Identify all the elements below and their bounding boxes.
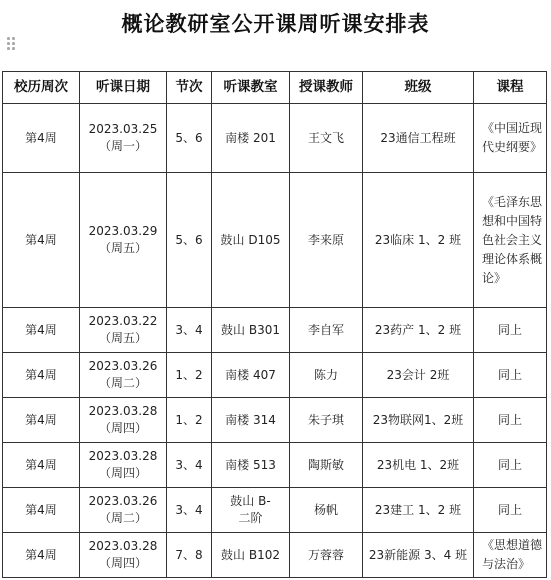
cell-date: 2023.03.25 （周一） [80,104,167,173]
cell-period: 7、8 [167,533,212,578]
table-row [3,353,547,398]
cell-period: 1、2 [167,398,212,443]
table-row [3,533,547,578]
table-row [3,488,547,533]
cell-teacher: 李自军 [290,308,363,353]
cell-period: 1、2 [167,353,212,398]
cell-room: 南楼 314 [212,398,290,443]
table-row [3,173,547,308]
table-row [3,443,547,488]
cell-week: 第4周 [3,443,80,488]
cell-period: 5、6 [167,104,212,173]
cell-week: 第4周 [3,398,80,443]
cell-room: 鼓山 B301 [212,308,290,353]
cell-week: 第4周 [3,488,80,533]
table-row [3,104,547,173]
cell-room: 南楼 201 [212,104,290,173]
cell-class: 23机电 1、2班 [363,443,474,488]
schedule-table [2,71,547,578]
cell-week: 第4周 [3,533,80,578]
table-row [3,308,547,353]
document-title: 概论教研室公开课周听课安排表 [121,11,430,36]
cell-date: 2023.03.28 （周四） [80,443,167,488]
cell-week: 第4周 [3,308,80,353]
cell-teacher: 万蓉蓉 [290,533,363,578]
cell-period: 5、6 [167,173,212,308]
cell-date: 2023.03.26 （周二） [80,353,167,398]
cell-room: 鼓山 B102 [212,533,290,578]
cell-teacher: 杨帆 [290,488,363,533]
cell-teacher: 陈力 [290,353,363,398]
cell-course: 同上 [474,353,547,398]
cell-week: 第4周 [3,353,80,398]
cell-date: 2023.03.26 （周二） [80,488,167,533]
cell-class: 23新能源 3、4 班 [363,533,474,578]
header-course: 课程 [474,72,547,104]
cell-teacher: 王文飞 [290,104,363,173]
cell-teacher: 朱子琪 [290,398,363,443]
cell-room: 鼓山 D105 [212,173,290,308]
cell-teacher: 李来原 [290,173,363,308]
cell-class: 23会计 2班 [363,353,474,398]
cell-period: 3、4 [167,308,212,353]
cell-course: 同上 [474,488,547,533]
cell-course: 《中国近现代史纲要》 [474,104,547,173]
cell-week: 第4周 [3,104,80,173]
header-week: 校历周次 [3,72,80,104]
cell-date: 2023.03.28 （周四） [80,533,167,578]
cell-teacher: 陶斯敏 [290,443,363,488]
table-drag-handle-icon[interactable] [7,37,17,53]
cell-course: 《思想道德与法治》 [474,533,547,578]
cell-course: 同上 [474,308,547,353]
cell-class: 23建工 1、2 班 [363,488,474,533]
cell-class: 23通信工程班 [363,104,474,173]
cell-period: 3、4 [167,443,212,488]
header-teacher: 授课教师 [290,72,363,104]
cell-date: 2023.03.28 （周四） [80,398,167,443]
cell-room: 鼓山 B-二阶 [212,488,290,533]
cell-room: 南楼 407 [212,353,290,398]
cell-class: 23临床 1、2 班 [363,173,474,308]
header-period: 节次 [167,72,212,104]
cell-date: 2023.03.29 （周五） [80,173,167,308]
cell-course: 同上 [474,443,547,488]
table-header-row [3,72,547,104]
cell-course: 同上 [474,398,547,443]
table-row [3,398,547,443]
cell-room: 南楼 513 [212,443,290,488]
cell-course: 《毛泽东思想和中国特色社会主义理论体系概论》 [474,173,547,308]
cell-date: 2023.03.22 （周五） [80,308,167,353]
cell-class: 23物联网1、2班 [363,398,474,443]
cell-class: 23药产 1、2 班 [363,308,474,353]
header-date: 听课日期 [80,72,167,104]
header-class: 班级 [363,72,474,104]
cell-week: 第4周 [3,173,80,308]
header-room: 听课教室 [212,72,290,104]
cell-period: 3、4 [167,488,212,533]
